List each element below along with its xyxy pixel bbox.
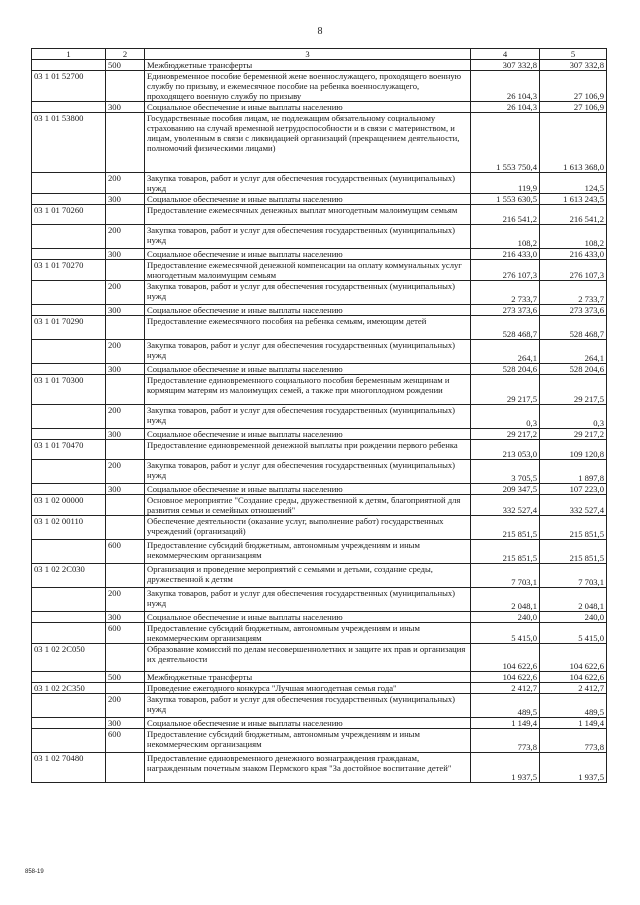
- row-name-cell: Социальное обеспечение и иные выплаты населению: [145, 102, 471, 113]
- row-value-col5-cell: 276 107,3: [540, 260, 607, 281]
- row-code-cell: [32, 718, 106, 729]
- row-code-cell: [32, 484, 106, 495]
- row-value-col4-cell: 773,8: [471, 729, 540, 753]
- row-name-cell: Предоставление единовременного социального пособия беременным женщинам и кормящим матерям из малоимущих семей, а также при многоплодном рождении: [145, 375, 471, 405]
- row-value-col4-cell: 119,9: [471, 173, 540, 194]
- row-expense-type-cell: 200: [106, 173, 145, 194]
- row-code-cell: [32, 305, 106, 316]
- row-expense-type-cell: 600: [106, 540, 145, 564]
- table-row: [32, 225, 607, 249]
- row-expense-type-cell: [106, 683, 145, 694]
- table-row: [32, 71, 607, 102]
- row-expense-type-cell: 600: [106, 729, 145, 753]
- table-header-row: [32, 49, 607, 60]
- row-value-col4-cell: 213 053,0: [471, 440, 540, 460]
- row-code-cell: [32, 340, 106, 364]
- row-value-col5-cell: 489,5: [540, 694, 607, 718]
- row-expense-type-cell: 200: [106, 588, 145, 612]
- row-code-cell: [32, 612, 106, 623]
- table-row: [32, 375, 607, 405]
- row-value-col4-cell: 1 149,4: [471, 718, 540, 729]
- table-row: [32, 718, 607, 729]
- row-code-cell: [32, 364, 106, 375]
- row-name-cell: Предоставление ежемесячных денежных выплат многодетным малоимущим семьям: [145, 205, 471, 225]
- row-value-col5-cell: 29 217,2: [540, 429, 607, 440]
- row-value-col5-cell: 108,2: [540, 225, 607, 249]
- row-value-col5-cell: 215 851,5: [540, 516, 607, 540]
- row-value-col4-cell: 528 468,7: [471, 316, 540, 340]
- row-code-cell: 03 1 01 70270: [32, 260, 106, 281]
- row-code-cell: [32, 588, 106, 612]
- table-row: [32, 102, 607, 113]
- row-value-col4-cell: 307 332,8: [471, 60, 540, 71]
- row-value-col4-cell: 29 217,2: [471, 429, 540, 440]
- row-value-col4-cell: 7 703,1: [471, 564, 540, 588]
- row-value-col4-cell: 489,5: [471, 694, 540, 718]
- row-expense-type-cell: 200: [106, 281, 145, 305]
- row-value-col5-cell: 2 412,7: [540, 683, 607, 694]
- row-code-cell: [32, 102, 106, 113]
- row-value-col4-cell: 2 733,7: [471, 281, 540, 305]
- row-value-col5-cell: 264,1: [540, 340, 607, 364]
- table-row: [32, 260, 607, 281]
- row-code-cell: [32, 623, 106, 644]
- row-expense-type-cell: [106, 644, 145, 672]
- row-expense-type-cell: [106, 564, 145, 588]
- row-name-cell: Предоставление ежемесячной денежной компенсации на оплату коммунальных услуг многодетным малоимущим семьям: [145, 260, 471, 281]
- row-expense-type-cell: [106, 516, 145, 540]
- row-expense-type-cell: 200: [106, 340, 145, 364]
- table-row: [32, 440, 607, 460]
- row-value-col4-cell: 5 415,0: [471, 623, 540, 644]
- table-row: [32, 540, 607, 564]
- table-row: [32, 729, 607, 753]
- row-name-cell: Предоставление единовременной денежной выплаты при рождении первого ребенка: [145, 440, 471, 460]
- row-name-cell: Единовременное пособие беременной жене военнослужащего, проходящего военную службу по призыву, и ежемесячное пособие на ребенка военнослужащего, проходящего военную службу по призыву: [145, 71, 471, 102]
- row-value-col4-cell: 216 433,0: [471, 249, 540, 260]
- row-value-col5-cell: 528 204,6: [540, 364, 607, 375]
- row-value-col5-cell: 2 733,7: [540, 281, 607, 305]
- row-value-col5-cell: 1 937,5: [540, 753, 607, 783]
- row-expense-type-cell: 300: [106, 249, 145, 260]
- row-value-col4-cell: 273 373,6: [471, 305, 540, 316]
- row-expense-type-cell: 300: [106, 305, 145, 316]
- row-name-cell: Предоставление субсидий бюджетным, автономным учреждениям и иным некоммерческим организациям: [145, 623, 471, 644]
- table-row: [32, 281, 607, 305]
- row-name-cell: Закупка товаров, работ и услуг для обеспечения государственных (муниципальных) нужд: [145, 173, 471, 194]
- table-row: [32, 694, 607, 718]
- row-value-col4-cell: 209 347,5: [471, 484, 540, 495]
- budget-table-container: [31, 48, 605, 783]
- table-row: [32, 173, 607, 194]
- row-expense-type-cell: 300: [106, 484, 145, 495]
- row-value-col5-cell: 2 048,1: [540, 588, 607, 612]
- row-name-cell: Закупка товаров, работ и услуг для обеспечения государственных (муниципальных) нужд: [145, 694, 471, 718]
- row-expense-type-cell: 200: [106, 405, 145, 429]
- row-value-col5-cell: 273 373,6: [540, 305, 607, 316]
- row-expense-type-cell: [106, 71, 145, 102]
- row-code-cell: 03 1 01 70290: [32, 316, 106, 340]
- table-row: [32, 60, 607, 71]
- row-expense-type-cell: 300: [106, 102, 145, 113]
- row-value-col5-cell: 307 332,8: [540, 60, 607, 71]
- row-name-cell: Основное мероприятие "Создание среды, дружественной к детям, благоприятной для развития семьи и семейных отношений": [145, 495, 471, 516]
- row-code-cell: 03 1 02 00110: [32, 516, 106, 540]
- row-expense-type-cell: 300: [106, 194, 145, 205]
- row-name-cell: Закупка товаров, работ и услуг для обеспечения государственных (муниципальных) нужд: [145, 225, 471, 249]
- table-row: [32, 205, 607, 225]
- row-value-col4-cell: 108,2: [471, 225, 540, 249]
- row-value-col4-cell: 215 851,5: [471, 540, 540, 564]
- row-code-cell: [32, 225, 106, 249]
- row-expense-type-cell: 200: [106, 225, 145, 249]
- budget-table: [31, 48, 607, 783]
- table-row: [32, 364, 607, 375]
- row-code-cell: [32, 460, 106, 484]
- row-expense-type-cell: 300: [106, 429, 145, 440]
- row-expense-type-cell: [106, 753, 145, 783]
- row-code-cell: 03 1 02 2С030: [32, 564, 106, 588]
- table-row: [32, 588, 607, 612]
- row-code-cell: 03 1 01 70260: [32, 205, 106, 225]
- row-name-cell: Предоставление субсидий бюджетным, автономным учреждениям и иным некоммерческим организациям: [145, 729, 471, 753]
- row-value-col5-cell: 528 468,7: [540, 316, 607, 340]
- header-col-3: 3: [145, 49, 471, 60]
- row-value-col5-cell: 7 703,1: [540, 564, 607, 588]
- row-value-col5-cell: 1 613 243,5: [540, 194, 607, 205]
- page-number: 8: [317, 26, 323, 37]
- row-value-col4-cell: 2 412,7: [471, 683, 540, 694]
- row-value-col4-cell: 264,1: [471, 340, 540, 364]
- table-row: [32, 753, 607, 783]
- row-value-col4-cell: 216 541,2: [471, 205, 540, 225]
- header-col-2: 2: [106, 49, 145, 60]
- row-name-cell: Проведение ежегодного конкурса "Лучшая многодетная семья года": [145, 683, 471, 694]
- row-value-col5-cell: 332 527,4: [540, 495, 607, 516]
- row-value-col4-cell: 528 204,6: [471, 364, 540, 375]
- row-value-col4-cell: 26 104,3: [471, 71, 540, 102]
- row-name-cell: Социальное обеспечение и иные выплаты населению: [145, 194, 471, 205]
- row-code-cell: 03 1 02 2С050: [32, 644, 106, 672]
- row-value-col5-cell: 29 217,5: [540, 375, 607, 405]
- header-col-5: 5: [540, 49, 607, 60]
- row-expense-type-cell: [106, 316, 145, 340]
- row-expense-type-cell: [106, 495, 145, 516]
- row-code-cell: [32, 405, 106, 429]
- row-expense-type-cell: [106, 440, 145, 460]
- row-value-col5-cell: 1 613 368,0: [540, 113, 607, 173]
- row-value-col4-cell: 2 048,1: [471, 588, 540, 612]
- row-code-cell: 03 1 02 70480: [32, 753, 106, 783]
- row-code-cell: 03 1 01 52700: [32, 71, 106, 102]
- row-value-col4-cell: 104 622,6: [471, 644, 540, 672]
- table-row: [32, 495, 607, 516]
- row-code-cell: [32, 173, 106, 194]
- row-value-col5-cell: 1 897,8: [540, 460, 607, 484]
- row-value-col5-cell: 773,8: [540, 729, 607, 753]
- row-value-col5-cell: 104 622,6: [540, 672, 607, 683]
- table-row: [32, 405, 607, 429]
- row-value-col5-cell: 27 106,9: [540, 102, 607, 113]
- row-expense-type-cell: 200: [106, 694, 145, 718]
- row-name-cell: Государственные пособия лицам, не подлежащим обязательному социальному страхованию на случай временной нетрудоспособности и в связи с материнством, и лицам, уволенным в связи с ликвидацией организаций (прекращением деятельности, полномочий физическими лицами): [145, 113, 471, 173]
- table-row: [32, 429, 607, 440]
- row-value-col4-cell: 276 107,3: [471, 260, 540, 281]
- row-value-col5-cell: 1 149,4: [540, 718, 607, 729]
- row-name-cell: Межбюджетные трансферты: [145, 672, 471, 683]
- row-name-cell: Образование комиссий по делам несовершеннолетних и защите их прав и организация их деятельности: [145, 644, 471, 672]
- table-row: [32, 340, 607, 364]
- header-col-4: 4: [471, 49, 540, 60]
- table-row: [32, 460, 607, 484]
- row-value-col5-cell: 27 106,9: [540, 71, 607, 102]
- row-expense-type-cell: [106, 375, 145, 405]
- row-value-col5-cell: 215 851,5: [540, 540, 607, 564]
- row-code-cell: 03 1 02 00000: [32, 495, 106, 516]
- row-name-cell: Предоставление единовременного денежного вознаграждения гражданам, награжденным почетным знаком Пермского края "За достойное воспитание детей": [145, 753, 471, 783]
- table-row: [32, 644, 607, 672]
- row-value-col4-cell: 332 527,4: [471, 495, 540, 516]
- table-row: [32, 516, 607, 540]
- row-name-cell: Закупка товаров, работ и услуг для обеспечения государственных (муниципальных) нужд: [145, 588, 471, 612]
- row-code-cell: 03 1 01 70470: [32, 440, 106, 460]
- row-expense-type-cell: 200: [106, 460, 145, 484]
- row-value-col5-cell: 124,5: [540, 173, 607, 194]
- row-code-cell: [32, 60, 106, 71]
- row-value-col5-cell: 216 433,0: [540, 249, 607, 260]
- row-code-cell: 03 1 01 70300: [32, 375, 106, 405]
- table-row: [32, 316, 607, 340]
- row-expense-type-cell: [106, 113, 145, 173]
- row-name-cell: Социальное обеспечение и иные выплаты населению: [145, 612, 471, 623]
- row-name-cell: Социальное обеспечение и иные выплаты населению: [145, 429, 471, 440]
- row-name-cell: Социальное обеспечение и иные выплаты населению: [145, 305, 471, 316]
- row-code-cell: [32, 194, 106, 205]
- table-row: [32, 623, 607, 644]
- table-row: [32, 564, 607, 588]
- table-row: [32, 683, 607, 694]
- row-expense-type-cell: 300: [106, 612, 145, 623]
- row-code-cell: [32, 694, 106, 718]
- row-code-cell: [32, 672, 106, 683]
- row-value-col5-cell: 216 541,2: [540, 205, 607, 225]
- row-expense-type-cell: 600: [106, 623, 145, 644]
- row-name-cell: Закупка товаров, работ и услуг для обеспечения государственных (муниципальных) нужд: [145, 405, 471, 429]
- row-code-cell: [32, 729, 106, 753]
- row-name-cell: Социальное обеспечение и иные выплаты населению: [145, 364, 471, 375]
- row-value-col4-cell: 0,3: [471, 405, 540, 429]
- row-expense-type-cell: 500: [106, 672, 145, 683]
- row-name-cell: Предоставление ежемесячного пособия на ребенка семьям, имеющим детей: [145, 316, 471, 340]
- row-value-col5-cell: 5 415,0: [540, 623, 607, 644]
- row-name-cell: Предоставление субсидий бюджетным, автономным учреждениям и иным некоммерческим организациям: [145, 540, 471, 564]
- row-name-cell: Социальное обеспечение и иные выплаты населению: [145, 249, 471, 260]
- row-value-col4-cell: 26 104,3: [471, 102, 540, 113]
- row-value-col4-cell: 29 217,5: [471, 375, 540, 405]
- table-row: [32, 612, 607, 623]
- row-expense-type-cell: [106, 260, 145, 281]
- table-row: [32, 249, 607, 260]
- row-value-col5-cell: 104 622,6: [540, 644, 607, 672]
- row-value-col4-cell: 1 553 630,5: [471, 194, 540, 205]
- row-value-col4-cell: 1 553 750,4: [471, 113, 540, 173]
- table-row: [32, 113, 607, 173]
- row-code-cell: [32, 429, 106, 440]
- row-name-cell: Социальное обеспечение и иные выплаты населению: [145, 484, 471, 495]
- row-name-cell: Межбюджетные трансферты: [145, 60, 471, 71]
- row-value-col4-cell: 1 937,5: [471, 753, 540, 783]
- row-name-cell: Социальное обеспечение и иные выплаты населению: [145, 718, 471, 729]
- row-value-col5-cell: 109 120,8: [540, 440, 607, 460]
- row-value-col4-cell: 215 851,5: [471, 516, 540, 540]
- row-value-col4-cell: 104 622,6: [471, 672, 540, 683]
- row-value-col5-cell: 107 223,0: [540, 484, 607, 495]
- row-expense-type-cell: 500: [106, 60, 145, 71]
- row-name-cell: Организация и проведение мероприятий с семьями и детьми, создание среды, дружественной к детям: [145, 564, 471, 588]
- table-row: [32, 305, 607, 316]
- table-row: [32, 194, 607, 205]
- row-expense-type-cell: [106, 205, 145, 225]
- row-value-col4-cell: 240,0: [471, 612, 540, 623]
- row-expense-type-cell: 300: [106, 718, 145, 729]
- row-name-cell: Закупка товаров, работ и услуг для обеспечения государственных (муниципальных) нужд: [145, 340, 471, 364]
- row-code-cell: 03 1 02 2С350: [32, 683, 106, 694]
- row-code-cell: [32, 249, 106, 260]
- row-name-cell: Закупка товаров, работ и услуг для обеспечения государственных (муниципальных) нужд: [145, 460, 471, 484]
- row-value-col4-cell: 3 705,5: [471, 460, 540, 484]
- table-row: [32, 484, 607, 495]
- footer-code: 858-19: [25, 869, 44, 875]
- row-expense-type-cell: 300: [106, 364, 145, 375]
- header-col-1: 1: [32, 49, 106, 60]
- row-code-cell: [32, 540, 106, 564]
- table-row: [32, 672, 607, 683]
- row-value-col5-cell: 0,3: [540, 405, 607, 429]
- row-value-col5-cell: 240,0: [540, 612, 607, 623]
- row-name-cell: Обеспечение деятельности (оказание услуг, выполнение работ) государственных учреждений (организаций): [145, 516, 471, 540]
- row-code-cell: 03 1 01 53800: [32, 113, 106, 173]
- row-code-cell: [32, 281, 106, 305]
- row-name-cell: Закупка товаров, работ и услуг для обеспечения государственных (муниципальных) нужд: [145, 281, 471, 305]
